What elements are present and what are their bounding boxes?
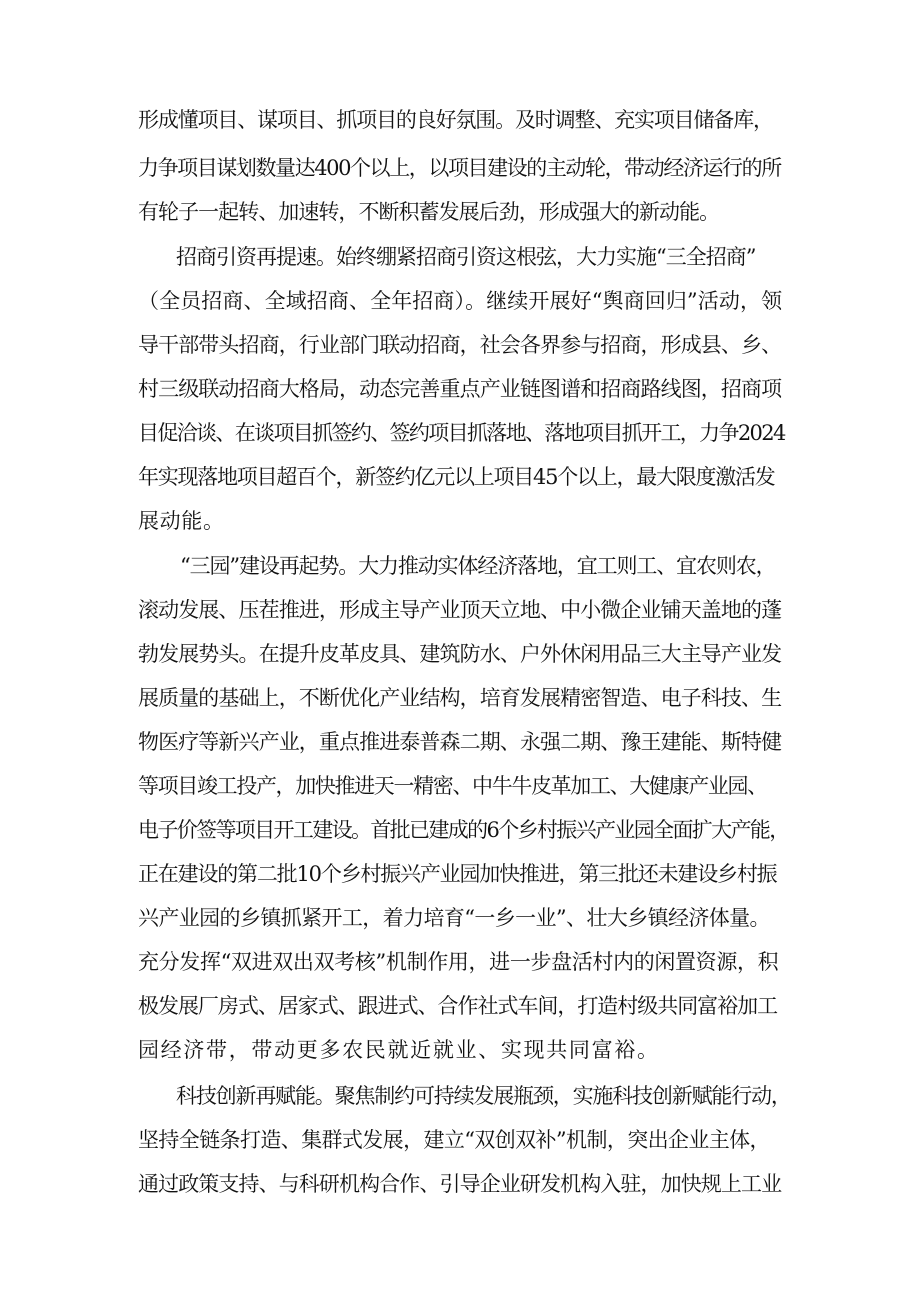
- paragraph-line: 园经济带，带动更多农民就近就业、实现共同富裕。: [138, 1038, 660, 1062]
- paragraph-line: 极发展厂房式、居家式、跟进式、合作社式车间，打造村级共同富裕加工: [138, 994, 778, 1018]
- paragraph-line: 正在建设的第二批10个乡村振兴产业园加快推进，第三批还未建设乡村振: [138, 862, 777, 886]
- paragraph-line: 展质量的基础上，不断优化产业结构，培育发展精密智造、电子科技、生: [138, 686, 782, 710]
- paragraph-line: 科技创新再赋能。聚焦制约可持续发展瓶颈，实施科技创新赋能行动，: [176, 1084, 791, 1108]
- paragraph-line: 力争项目谋划数量达400个以上，以项目建设的主动轮，带动经济运行的所: [138, 156, 781, 180]
- paragraph-line: （全员招商、全域招商、全年招商）。继续开展好“舆商回归”活动，领: [138, 289, 783, 313]
- paragraph-line: 坚持全链条打造、集群式发展，建立“双创双补”机制，突出企业主体，: [138, 1128, 770, 1152]
- paragraph-line: 充分发挥“双进双出双考核”机制作用，进一步盘活村内的闲置资源，积: [138, 950, 779, 974]
- paragraph-line: “三园”建设再起势。大力推动实体经济落地，宜工则工、宜农则农，: [180, 554, 776, 578]
- paragraph-line: 村三级联动招商大格局，动态完善重点产业链图谱和招商路线图，招商项: [138, 377, 782, 401]
- paragraph-line: 有轮子一起转、加速转，不断积蓄发展后劲，形成强大的新动能。: [138, 200, 720, 224]
- paragraph-line: 形成懂项目、谋项目、抓项目的良好氛围。及时调整、充实项目储备库，: [138, 108, 773, 132]
- paragraph-line: 电子价签等项目开工建设。首批已建成的6个乡村振兴产业园全面扩大产能，: [138, 818, 789, 842]
- paragraph-line: 物医疗等新兴产业，重点推进泰普森二期、永强二期、豫王建能、斯特健: [138, 730, 782, 754]
- paragraph-line: 等项目竣工投产，加快推进天一精密、中牛牛皮革加工、大健康产业园、: [138, 774, 767, 798]
- paragraph-line: 展动能。: [138, 509, 225, 533]
- paragraph-line: 兴产业园的乡镇抓紧开工，着力培育“一乡一业”、壮大乡镇经济体量。: [138, 906, 770, 930]
- paragraph-line: 招商引资再提速。始终绷紧招商引资这根弦，大力实施“三全招商”: [176, 245, 756, 269]
- paragraph-line: 导干部带头招商，行业部门联动招商，社会各界参与招商，形成县、乡、: [138, 333, 782, 357]
- paragraph-line: 目促洽谈、在谈项目抓签约、签约项目抓落地、落地项目抓开工，力争2024: [138, 421, 785, 445]
- paragraph-line: 勃发展势头。在提升皮革皮具、建筑防水、户外休闲用品三大主导产业发: [138, 642, 782, 666]
- paragraph-line: 通过政策支持、与科研机构合作、引导企业研发机构入驻，加快规上工业: [138, 1172, 782, 1196]
- paragraph-line: 年实现落地项目超百个，新签约亿元以上项目45个以上，最大限度激活发: [138, 465, 775, 489]
- paragraph-line: 滚动发展、压茬推进，形成主导产业顶天立地、中小微企业铺天盖地的蓬: [138, 598, 782, 622]
